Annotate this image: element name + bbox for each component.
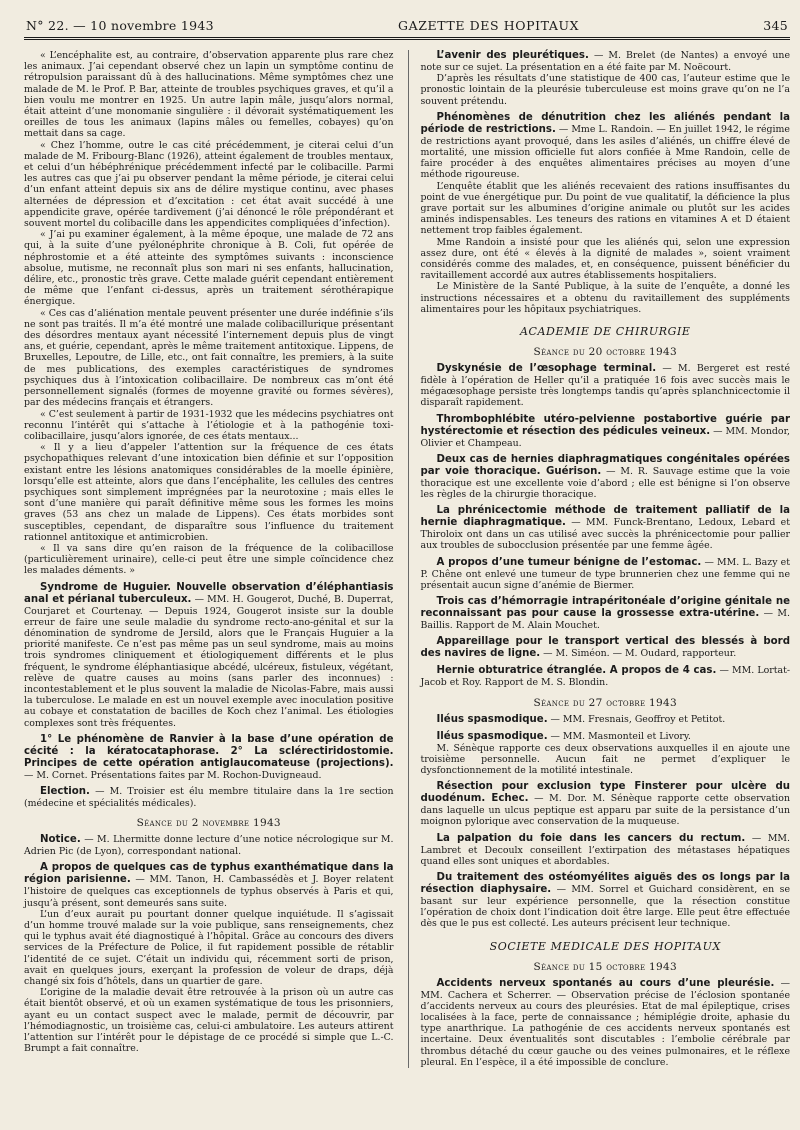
article-text: — MM. Cachera et Scherrer. — Observation précise de l’éclosion spontanée d’accidents nerveux au cours des pleurésies. Etat de mal épileptique, crises localisées à la face, perte de connaissance ; hémiplégie droite, aphasie du type anarthrique. La pathogénie de ces accidents nerveux spontanés est incertaine. Deux éventualités sont discutables : l’embolie cérébrale par thrombus détaché du cœur gauche ou des veines pulmonaires, et le réflexe pleural. En l’espèce, il a été impossible de conclure. bbox=[420, 977, 791, 1068]
right-column bbox=[408, 50, 791, 1068]
article-text: — MM. H. Gougerot, Duché, B. Duperrat, Courjaret et Courtenay. — Depuis 1924, Gougerot insiste sur la double erreur de faire une seule maladie du syndrome recto-ano-génital et sur la dénomination de syndrome de Jersild, alors que le Français Huguier a la priorité manifeste. Ce n’est pas même pas un seul syndrome, mais au moins trois syndromes cliniquement et étiologiquement différents et le plus fréquent, le syndrome éléphantiasique abcédé, ulcéreux, fistuleux, végétant, relève de quatre causes au moins (sans parler des inconnues) : incontestablement et le plus souvent la maladie de Nicolas-Fabre, mais aussi la tuberculose. Le malade en est un nouvel exemple avec inoculation positive au cobaye et constatation de bacilles de Koch chez l’animal. Les étiologies complexes sont très fréquentes. bbox=[24, 593, 394, 729]
paragraph: Le Ministère de la Santé Publique, à la suite de l’enquête, a donné les instructions nécessaires et a obtenu du ravitaillement des suppléments alimentaires pour les hôpitaux psychiatriques. bbox=[420, 281, 790, 315]
article-notice bbox=[24, 834, 394, 857]
paragraph: L’un d’eux aurait pu pourtant donner quelque inquiétude. Il s’agissait d’un homme trouvé malade sur la voie publique, sans renseignements, chez qui le typhus avait été diagnostiqué à l’hôpital. Grâce au concours des divers services de la Préfecture de Police, il fut rapidement possible de rétablir l’identité de ce sujet. C’était un individu qui, récemment sorti de prison, avait en quelques jours, exerçant la profession de voleur de draps, déjà changé six fois d’hôtels, dans un quartier de gare. bbox=[24, 908, 394, 988]
article-appareillage bbox=[421, 636, 791, 660]
article-text: — MM. Lambret et Decoulx conseillent l’extirpation des métastases hépatiques quand elles sont uniques et abordables. bbox=[420, 832, 790, 867]
article-ileus-2 bbox=[421, 731, 791, 743]
paragraph: « Il y a lieu d’appeler l’attention sur la fréquence de ces états psychopathiques relevant d’une intoxication bien définie et sur l’opposition existant entre les lésions anatomiques considérables de la moelle épinière, lorsqu’elle est atteinte, alors que dans l’encéphalite, les cellules des centres psychiques sont simplement imprégnées par la neurotoxine ; mais elles le sont d’une manière qui paraît définitive même sous les formes les moins graves (53 ans chez un malade de Lippens). Ces états morbides sont susceptibles, cependant, de disparaître sous l’influence du traitement rationnel antitoxique et antimicrobien. bbox=[24, 442, 394, 543]
article-title: Résection pour exclusion type Finsterer pour ulcère du duodénum. Echec. bbox=[420, 781, 790, 805]
article-denutrition bbox=[421, 112, 791, 181]
article-title: Du traitement des ostéomyélites aiguës des os longs par la résection diaphysaire. bbox=[420, 871, 790, 895]
paragraph: « J’ai pu examiner également, à la même époque, une malade de 72 ans qui, à la suite d’une pyélonéphrite chronique à B. Coli, fut opérée de néphrostomie et a été atteinte des symptômes suivants : inconscience absolue, mutisme, ne reconnaît plus son mari ni ses enfants, hallucination, délire, etc., pronostic très grave. Cette malade guérit cependant entièrement de même que l’enfant ci-dessus, après un traitement sérothérapique énergique. bbox=[24, 229, 394, 308]
article-title: La palpation du foie dans les cancers du rectum. bbox=[436, 832, 746, 844]
article-title: A propos d’une tumeur bénigne de l’estomac. bbox=[436, 556, 702, 568]
article-phrenicectomie bbox=[421, 505, 791, 551]
article-title: Syndrome de Huguier. Nouvelle observation d’éléphantiasis anal et périanal tuberculeux. bbox=[24, 581, 394, 605]
article-title: Notice. bbox=[40, 834, 81, 846]
left-column bbox=[24, 50, 394, 1068]
article-text: — MM. Mondor, Olivier et Champeau. bbox=[420, 425, 790, 449]
article-huguier bbox=[24, 582, 394, 729]
article-title: Phénomènes de dénutrition chez les aliénés pendant la période de restrictions. bbox=[420, 111, 790, 135]
paragraph: « Il va sans dire qu’en raison de la fréquence de la colibacillose (particulièrement urinaire), celle-ci peut être une simple coïncidence chez les malades déments. » bbox=[24, 542, 394, 577]
paragraph: Mme Randoin a insisté pour que les aliénés qui, selon une expression assez dure, ont été « élevés à la dignité de malades », soient vraiment considérés comme des malades, et, en conséquence, puissent bénéficier du ravitaillement accordé aux autres établissements hospitaliers. bbox=[420, 236, 790, 282]
article-text: — M. Troisier est élu membre titulaire dans la 1re section (médecine et spécialités médicales). bbox=[24, 785, 394, 809]
article-text: — M. Siméon. — M. Oudard, rapporteur. bbox=[540, 648, 737, 660]
article-text: — M. R. Sauvage estime que la voie thoracique est une excellente voie d’abord ; elle est bénigne si l’on observe les règles de la chirurgie thoracique. bbox=[420, 465, 790, 501]
paragraph: L’enquête établit que les aliénés recevaient des rations insuffisantes du point de vue énergétique pur. Du point de vue qualitatif, la déficience la plus grave portait sur les albumines d’origine animale ou plutôt sur les acides aminés indispensables. Les teneurs des rations en vitamines A et D étaient nettement trop faibles également. bbox=[420, 180, 790, 237]
page-header bbox=[24, 18, 790, 40]
article-text: — M. Brelet (de Nantes) a envoyé une note sur ce sujet. La présentation en a été faite par M. Noëcourt. bbox=[420, 50, 790, 73]
paragraph: « L’encéphalite est, au contraire, d’observation apparente plus rare chez les animaux. J’ai cependant observé chez un lapin un symptôme continu de rétropulsion paraissant dû à des hallucinations. Même symptômes chez une malade de M. le Prof. P. Bar, atteinte de troubles psychiques graves, et qu’il a bien voulu me montrer en 1925. Un autre lapin mâle, jusqu’alors normal, était atteint d’une monomanie singulière : il dévorait systématiquement les oreilles de tous les animaux (lapins mâles ou femelles, cobayes) qu’on mettait dans sa cage. bbox=[24, 50, 394, 140]
paragraph: « Chez l’homme, outre le cas cité précédemment, je citerai celui d’un malade de M. Fribourg-Blanc (1926), atteint également de troubles mentaux, et celui d’un hébéphrénique précédemment infecté par le colibacille. Parmi les autres cas que j’ai pu observer pendant la même période, je citerai celui d’un enfant atteint depuis six ans de délire mystique continu, avec phases alternées de dépression et d’excitation : cet état avait succédé à une appendicite grave, opérée tardivement (j’ai dénoncé le rôle prépondérant et souvent mortel du colibacille dans les appendicites compliquées d’infection). bbox=[24, 139, 394, 230]
article-title: Trois cas d’hémorragie intrapéritonéale d’origine génitale ne reconnaissant pas pour cause la grossesse extra-utérine. bbox=[420, 596, 790, 620]
session-date: Séance du 27 octobre 1943 bbox=[533, 696, 677, 709]
article-hernies bbox=[421, 454, 791, 500]
society-heading: ACADEMIE DE CHIRURGIE bbox=[519, 325, 691, 339]
article-ranvier bbox=[24, 734, 394, 781]
article-text: — M. Baillis. Rapport de M. Alain Mouchet. bbox=[420, 608, 790, 632]
paragraph: M. Sénèque rapporte ces deux observations auxquelles il en ajoute une troisième personnelle. Aucun fait ne permet d’expliquer le dysfonctionnement de la motilité intestinale. bbox=[420, 742, 790, 776]
article-title: Accidents nerveux spontanés au cours d’une pleurésie. bbox=[436, 977, 775, 989]
issue-number: N° 22. — 10 novembre 1943 bbox=[26, 18, 214, 33]
article-text: — MM. Masmonteil et Livory. bbox=[547, 730, 691, 742]
article-text: — M. Bergeret est resté fidèle à l’opération de Heller qu’il a pratiquée 16 fois avec succès mais le mégaœsophage persiste très longtemps tandis qu’après splanchnicectomie il disparaît rapidement. bbox=[420, 363, 790, 409]
society-heading: SOCIETE MEDICALE DES HOPITAUX bbox=[489, 939, 721, 953]
article-title: Iléus spasmodique. bbox=[436, 730, 548, 742]
article-title: La phrénicectomie méthode de traitement palliatif de la hernie diaphragmatique. bbox=[420, 505, 790, 529]
article-typhus bbox=[24, 862, 394, 908]
article-election bbox=[24, 786, 394, 809]
article-title: Iléus spasmodique. bbox=[436, 713, 548, 725]
paragraph: D’après les résultats d’une statistique de 400 cas, l’auteur estime que le pronostic lointain de la pleurésie tuberculeuse est moins grave qu’on ne l’a souvent prétendu. bbox=[420, 73, 790, 107]
page-number: 345 bbox=[763, 18, 788, 33]
article-palpation bbox=[421, 833, 791, 867]
article-title: Thrombophlébite utéro-pelvienne postabortive guérie par hystérectomie et résection des pédicules veineux. bbox=[420, 413, 790, 437]
article-dyskinesie bbox=[421, 363, 791, 409]
article-resection bbox=[421, 781, 791, 827]
paragraph: L’origine de la maladie devait être retrouvée à la prison où un autre cas était bientôt observé, et où un examen systématique de tous les prisonniers, ayant eu un contact suspect avec le malade, permit de découvrir, par l’hémodiagnostic, un troisième cas, celui-ci ambulatoire. Les auteurs attirent l’attention sur l’intérêt pour le dépistage de ce procédé si simple que L.-C. Brumpt a fait connaître. bbox=[24, 987, 394, 1055]
article-title: L’avenir des pleurétiques. bbox=[436, 50, 589, 61]
article-osteomyelites bbox=[421, 872, 791, 930]
article-text: — MM. Sorrel et Guichard considèrent, en se basant sur leur expérience personnelle, que la résection constitue l’opération de choix dont l’indication doit être large. Elle peut être effectuée dès que le pus est collecté. Les auteurs précisent leur technique. bbox=[420, 883, 790, 930]
article-ileus-1 bbox=[421, 714, 791, 726]
article-text: — MM. Lortat-Jacob et Roy. Rapport de M. S. Blondin. bbox=[420, 665, 790, 689]
article-text: — Mme L. Randoin. — En juillet 1942, le régime de restrictions ayant provoqué, dans les asiles d’aliénés, un chiffre élevé de mortalité, une mission officielle fut alors confiée à Mme Randoin, celle de faire procéder à des enquêtes alimentaires précises au moyen d’une méthode rigoureuse. bbox=[420, 123, 790, 181]
paragraph: « Ces cas d’aliénation mentale peuvent présenter une durée indéfinie s’ils ne sont pas traités. Il m’a été montré une malade colibacillurique présentant des désordres mentaux ayant nécessité l’internement depuis plus de vingt ans, et guérie, cependant, après le même traitement antitoxique. Lippens, de Bruxelles, Lepoutre, de Lille, etc., ont fait connaître, les premiers, à la suite de mes publications, des exemples caractéristiques de syndromes psychiques dus à l’intoxication colibacillaire. De nombreux cas m’ont été personnellement signalés (formes de moyenne gravité ou formes sévères), par des médecins français et étrangers. bbox=[24, 307, 394, 409]
article-text: — MM. Funck-Brentano, Ledoux, Lebard et Thiroloix ont dans un cas utilisé avec succès la phrénicectomie pour pallier aux troubles de subocclusion présentée par une femme âgée. bbox=[420, 517, 791, 552]
paragraph: « C’est seulement à partir de 1931-1932 que les médecins psychiatres ont reconnu l’intérêt qui s’attache à l’étiologie et à la pathogénie toxi-colibacillaire, jusqu’alors ignorée, de ces états mentaux... bbox=[24, 408, 394, 442]
article-accidents bbox=[421, 978, 791, 1068]
journal-title: GAZETTE DES HOPITAUX bbox=[398, 18, 580, 33]
article-estomac bbox=[421, 557, 791, 591]
article-title: 1° Le phénomène de Ranvier à la base d’une opération de cécité : la kératocataphorase. 2° La sclérectiridostomie. Principes de cette opération antiglaucomateuse (projections). bbox=[24, 733, 394, 769]
article-text: — M. Cornet. Présentations faites par M. Rochon-Duvigneaud. bbox=[24, 769, 322, 781]
session-date: Séance du 15 octobre 1943 bbox=[533, 960, 677, 973]
article-title: Dyskynésie de l’œsophage terminal. bbox=[436, 363, 657, 375]
article-title: Appareillage pour le transport vertical des blessés à bord des navires de ligne. bbox=[420, 636, 790, 660]
session-date: Séance du 2 novembre 1943 bbox=[136, 817, 281, 830]
article-columns bbox=[24, 50, 790, 1068]
article-hemorragie bbox=[421, 596, 791, 631]
article-pleuretiques bbox=[421, 50, 791, 73]
article-text: — MM. Tanon, H. Cambassédès et J. Boyer relatent l’histoire de quelques cas exceptionnels de typhus observés à Paris et qui, jusqu’à présent, sont demeurés sans suite. bbox=[24, 874, 394, 909]
session-date: Séance du 20 octobre 1943 bbox=[533, 346, 677, 359]
article-title: Hernie obturatrice étranglée. A propos de 4 cas. bbox=[436, 665, 717, 677]
article-title: A propos de quelques cas de typhus exanthématique dans la région parisienne. bbox=[24, 862, 394, 886]
article-text: — MM. Fresnais, Geoffroy et Petitot. bbox=[547, 713, 726, 725]
article-title: Deux cas de hernies diaphragmatiques congénitales opérées par voie thoracique. Guérison. bbox=[420, 453, 790, 477]
article-text: — M. Lhermitte donne lecture d’une notice nécrologique sur M. Adrien Pic (de Lyon), correspondant national. bbox=[24, 834, 394, 858]
article-hernie-obturatrice bbox=[421, 665, 791, 688]
article-text: — MM. L. Bazy et P. Chêne ont enlevé une tumeur de type brunnerien chez une femme qui ne présentait aucun signe d’anémie de Biermer. bbox=[420, 556, 790, 591]
article-thrombophlebite bbox=[421, 414, 791, 449]
article-text: — M. Dor. M. Sénèque rapporte cette observation dans laquelle un ulcus peptique est apparu par suite de la persistance d’un moignon pylorique avec conservation de la muqueuse. bbox=[420, 793, 790, 828]
article-title: Election. bbox=[40, 785, 90, 797]
